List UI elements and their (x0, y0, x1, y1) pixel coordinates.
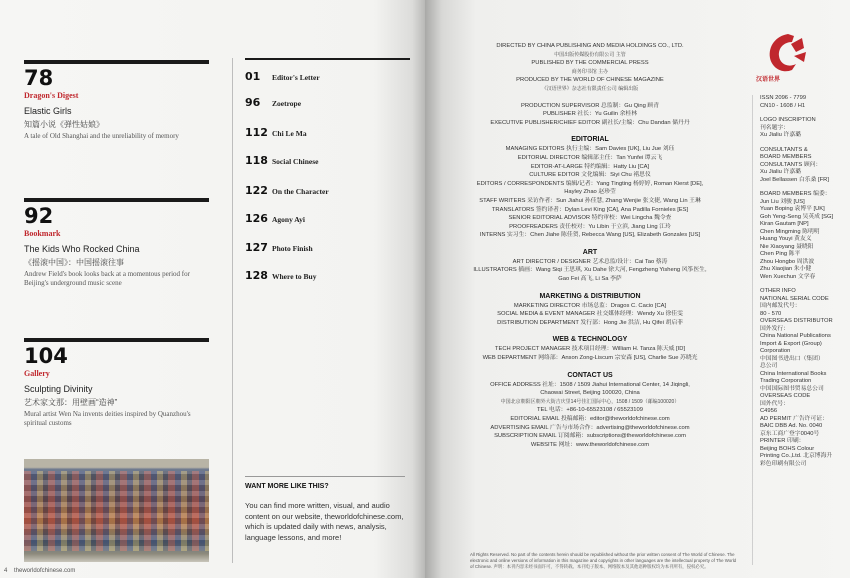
toc-rule (245, 58, 410, 60)
toc-item[interactable] (245, 96, 301, 110)
rights-notice (470, 552, 740, 570)
feature-description: Mural artist Wen Na invents deities inspired by Quanzhou's spiritual customs (24, 410, 191, 427)
toc-item[interactable] (245, 241, 313, 255)
toc-item[interactable] (245, 269, 316, 283)
editorial-line: EDITOR-AT-LARGE 特约编辑：Hatty Liu [CA] (530, 163, 650, 170)
toc-label: Agony Ayi (272, 215, 305, 224)
sidebar-line: CONSULTANTS 顾问： (760, 161, 822, 168)
editorial-line: Hayley Zhao 赵珍莹 (564, 189, 616, 196)
feature-page-number: 104 (24, 344, 68, 368)
logo-text: 汉语世界 (756, 77, 781, 83)
sidebar-line: 京东工商广登字0040号 (760, 430, 820, 437)
more-content-box (245, 476, 405, 543)
masthead-line: DIRECTED BY CHINA PUBLISHING AND MEDIA HOLDINGS CO., LTD. (496, 43, 684, 49)
sidebar-line: PRINTER 印刷： (760, 438, 805, 444)
toc-label: Editor's Letter (272, 73, 320, 82)
mural-photo (24, 459, 209, 562)
sidebar-line: China National Publications (760, 333, 831, 339)
editorial-line: STAFF WRITERS 采访作者：Sun Jiahui 孙佳慧, Zhang Wenjie 张文捷, Wang Lin 王琳 (479, 197, 701, 204)
sidebar-line: Xu Jialiu 许嘉璐 (760, 132, 801, 138)
sidebar-line: Printing Co.,Ltd. 北京博海升 (760, 453, 833, 459)
masthead-line: 中国出版传媒股份有限公司 主管 (554, 51, 626, 58)
feature-item[interactable] (24, 60, 214, 141)
marketing-line: SOCIAL MEDIA & EVENT MANAGER 社交媒体经理：Wendy Xu 徐佳雯 (497, 311, 683, 318)
toc-item[interactable] (245, 184, 329, 198)
sidebar-line: Goh Yeng-Seng 吴英成 [SG] (760, 213, 834, 220)
toc-item[interactable] (245, 212, 305, 226)
editorial-line: MANAGING EDITORS 执行主编：Sam Davies [UK], Liu Jue 刘珏 (505, 146, 675, 153)
sidebar-line: CN10 - 1608 / H1 (760, 102, 806, 109)
sidebar-line: Xu Jialiu 许嘉璐 (760, 169, 801, 175)
toc-page-number: 122 (245, 184, 268, 197)
feature-section: Bookmark (24, 229, 61, 238)
toc-page-number: 112 (245, 126, 268, 139)
sidebar-line: 国外发行： (760, 325, 789, 332)
toc-label: Social Chinese (272, 157, 319, 166)
sidebar-line: Yuan Boping 袁博平 [UK] (760, 206, 825, 212)
editorial-line: CULTURE EDITOR 文化编辑：Siyi Chu 褚思仪 (529, 172, 651, 179)
toc-page-number: 96 (245, 96, 261, 109)
sidebar-line: 刊名题字： (760, 124, 789, 131)
feature-item[interactable] (24, 338, 214, 427)
sidebar-line: Jun Liu 刘骏 [US] (760, 198, 805, 205)
sidebar-line: OTHER INFO (760, 288, 796, 294)
section-heading-editorial: EDITORIAL (571, 136, 609, 144)
sidebar-line: Corporation (760, 348, 791, 354)
feature-rule (24, 60, 209, 64)
sidebar-line: OVERSEAS CODE (760, 393, 811, 399)
sidebar-line: Joel Bellassen 白乐桑 [FR] (760, 176, 829, 183)
art-line: ILLUSTRATORS 插画：Wang Siqi 王思琪, Xu Dahe 徐大河, Fengzheng Yisheng 风筝医生, (473, 267, 707, 274)
contact-line: Chaowai Street, Beijing 100020, China (540, 390, 640, 397)
art-line: Gao Fei 高飞, Li Sa 李萨 (558, 276, 622, 283)
sidebar-divider (752, 95, 753, 565)
sidebar-line: Trading Corporation (760, 378, 812, 384)
info-sidebar (760, 95, 845, 468)
toc-item[interactable] (245, 154, 318, 168)
feature-title-cn: 知篇小说《弹性姑娘》 (24, 120, 104, 129)
sidebar-line: Zhou Hongbo 周洪波 (760, 258, 815, 265)
contact-line: 中国北京朝阳区朝外大街吉庆里14号佳汇国际中心，1508 / 1509（邮编100020） (500, 398, 680, 405)
more-heading: WANT MORE LIKE THIS? (245, 483, 329, 490)
masthead-line: PRODUCED BY THE WORLD OF CHINESE MAGAZINE (516, 77, 664, 84)
sidebar-line: Zhu Xiaojian 朱小健 (760, 266, 812, 272)
contact-line: OFFICE ADDRESS 社址：1508 / 1509 Jiahui International Center, 14 Jiqingli, (490, 381, 690, 388)
masthead-line: 《汉语世界》杂志社有限责任公司 编辑出版 (541, 85, 639, 92)
contact-line[interactable]: SUBSCRIPTION EMAIL 订阅邮箱：subscriptions@theworldofchinese.com (494, 433, 686, 440)
toc-page-number: 126 (245, 212, 268, 225)
column-divider (232, 58, 233, 563)
feature-rule (24, 338, 209, 342)
rights-text: All Rights Reserved. No part of the contents herein should be republished without the prior written consent of The World of Chinese. The electronic and online versions of information in this magazine and copyrights in other languages are the intellectual property of The World of Chinese. (470, 552, 737, 569)
sidebar-line: 总公司 (760, 363, 778, 369)
toc-item[interactable] (245, 126, 307, 140)
editorial-line: EDITORIAL DIRECTOR 编辑部主任：Tan Yunfei 谭云飞 (517, 154, 663, 161)
footer-page-number: 4 (4, 568, 8, 574)
toc-page-number: 128 (245, 269, 268, 282)
more-rule (245, 476, 405, 477)
feature-title: Sculpting Divinity (24, 384, 93, 394)
sidebar-line: Import & Export (Group) (760, 340, 822, 347)
feature-section: Dragon's Digest (24, 91, 79, 100)
sidebar-line: 80 - 570 (760, 310, 782, 317)
toc-page-number: 127 (245, 241, 268, 254)
editorial-line: SENIOR EDITORIAL ADVISOR 特约审校：Wei Lingcha 魏令查 (508, 215, 672, 222)
sidebar-line: NATIONAL SERIAL CODE (760, 295, 829, 302)
toc-label: On the Character (272, 187, 329, 196)
feature-item[interactable] (24, 198, 214, 287)
feature-page-number: 78 (24, 66, 54, 90)
feature-title-cn: 《摇滚中国》：中国摇滚往事 (24, 258, 124, 267)
editorial-line: TRANSLATORS 签约译者：Dylan Levi King [CA], Ana Padilla Fornieles [ES] (491, 206, 689, 213)
masthead (455, 42, 725, 449)
sidebar-line: Chen Mingming 陈明明 (760, 228, 820, 235)
sidebar-line: OVERSEAS DISTRIBUTOR (760, 318, 833, 324)
sidebar-line: Kiran Gautam [NP] (760, 221, 809, 227)
toc-page-number: 118 (245, 154, 268, 167)
production-line: EXECUTIVE PUBLISHER/CHIEF EDITOR 副社长/主编：Chu Dandan 储丹丹 (490, 119, 690, 126)
masthead-line: PUBLISHED BY THE COMMERCIAL PRESS (531, 60, 649, 67)
art-line: ART DIRECTOR / DESIGNER 艺术总监/设计：Cai Tao 蔡涛 (512, 258, 668, 265)
section-heading-contact: CONTACT US (567, 371, 613, 379)
section-heading-art: ART (582, 248, 598, 256)
sidebar-line: 彩色印刷有限公司 (760, 460, 807, 467)
feature-title: Elastic Girls (24, 106, 72, 116)
sidebar-line: BAIC DBB Ad. No. 0040 (760, 423, 823, 429)
sidebar-line: 中国国际图书贸易总公司 (760, 385, 824, 392)
more-body: You can find more written, visual, and audio content on our website, theworldofchinese.com, which is updated daily with news, analysis, language lessons, and more! (245, 501, 404, 542)
sidebar-line: 国内邮发代号： (760, 303, 801, 309)
feature-title-cn: 艺术家文那：用壁画“造神” (24, 398, 118, 407)
production-line: PRODUCTION SUPERVISOR 总监制：Gu Qing 顾青 (520, 102, 660, 109)
toc-label: Where to Buy (272, 272, 317, 281)
sidebar-line: Huang Youyi 黄友义 (760, 236, 812, 242)
sidebar-line: Wen Xuechun 文学春 (760, 273, 816, 280)
footer-url[interactable]: theworldofchinese.com (14, 568, 76, 574)
toc-label: Chi Le Ma (272, 129, 307, 138)
sidebar-line: LOGO INSCRIPTION (760, 117, 816, 123)
masthead-line: 商务印书馆 主办 (571, 68, 609, 75)
web-line: TECH PROJECT MANAGER 技术项目经理：William H. Tanza 陈天威 [ID] (494, 346, 686, 353)
feature-rule (24, 198, 209, 202)
sidebar-line: ISSN 2096 - 7799 (760, 95, 807, 101)
feature-section: Gallery (24, 369, 50, 378)
sidebar-line: Nie Xiaoyang 聂晓阳 (760, 243, 814, 250)
contact-line: TEL 电话：+86-10-65523108 / 65523109 (537, 407, 643, 414)
sidebar-line: China International Books (760, 370, 827, 377)
marketing-line: MARKETING DIRECTOR 市场总监：Dragos C. Cacio [CA] (513, 302, 667, 309)
feature-title: The Kids Who Rocked China (24, 244, 140, 254)
editorial-line: PROOFREADERS 责任校对：Yu Libin 于立滨, Jiang Ling 江玲 (509, 223, 671, 230)
section-heading-marketing: MARKETING & DISTRIBUTION (539, 292, 641, 300)
toc-page-number: 01 (245, 70, 261, 83)
web-line: WEB DEPARTMENT 网络部：Anson Zong-Liscum 宗安森 [US], Charlie Sue 苏晓光 (482, 355, 698, 362)
sidebar-line: BOARD MEMBERS (760, 154, 812, 160)
sidebar-line: Chen Ping 陈平 (760, 251, 801, 257)
sidebar-line: BOARD MEMBERS 编委： (760, 191, 831, 197)
toc-label: Photo Finish (272, 244, 313, 253)
sidebar-line: C4956 (760, 408, 778, 414)
editorial-line: EDITORS / CORRESPONDENTS 编辑/记者：Yang Tingting 杨婷婷, Roman Kierst [DE], (476, 180, 704, 187)
sidebar-line: 中国图书进出口（集团） (760, 355, 824, 362)
section-heading-web: WEB & TECHNOLOGY (552, 336, 628, 344)
contact-line[interactable]: EDITORIAL EMAIL 投稿邮箱：editor@theworldofchinese.com (510, 416, 670, 422)
marketing-line: DISTRIBUTION DEPARTMENT 发行部：Hong Jie 洪洁, Hu Qifei 胡启菲 (497, 319, 683, 326)
editorial-line: INTERNS 实习生：Chen Jiahe 陈佳贺, Rebecca Wang [US], Elizabeth Gonzales [US] (479, 232, 701, 239)
sidebar-line: Beijing BOHS Colour (760, 445, 815, 452)
sidebar-line: AD PERMIT 广告许可证： (760, 415, 828, 422)
toc-label: Zoetrope (272, 99, 302, 108)
feature-description: A tale of Old Shanghai and the unreliability of memory (24, 132, 179, 140)
sidebar-line: 国外代号： (760, 400, 789, 407)
feature-page-number: 92 (24, 204, 54, 228)
contact-line[interactable]: WEBSITE 网址：www.theworldofchinese.com (530, 441, 650, 448)
feature-description: Andrew Field's book looks back at a momentous period for Beijing's underground music scene (24, 270, 190, 287)
contact-line[interactable]: ADVERTISING EMAIL 广告与市场合作：advertising@theworldofchinese.com (490, 424, 690, 431)
sidebar-line: CONSULTANTS & (760, 146, 808, 153)
rights-text-cn: 声明：本刊内容未经书面许可，不得转载。本刊电子版本、网络版本及其他语种版权均为本刊所有，侵权必究。 (493, 564, 709, 569)
production-line: PUBLISHER 社长：Yu Guilin 余桂林 (542, 111, 638, 118)
toc-item[interactable] (245, 70, 320, 84)
